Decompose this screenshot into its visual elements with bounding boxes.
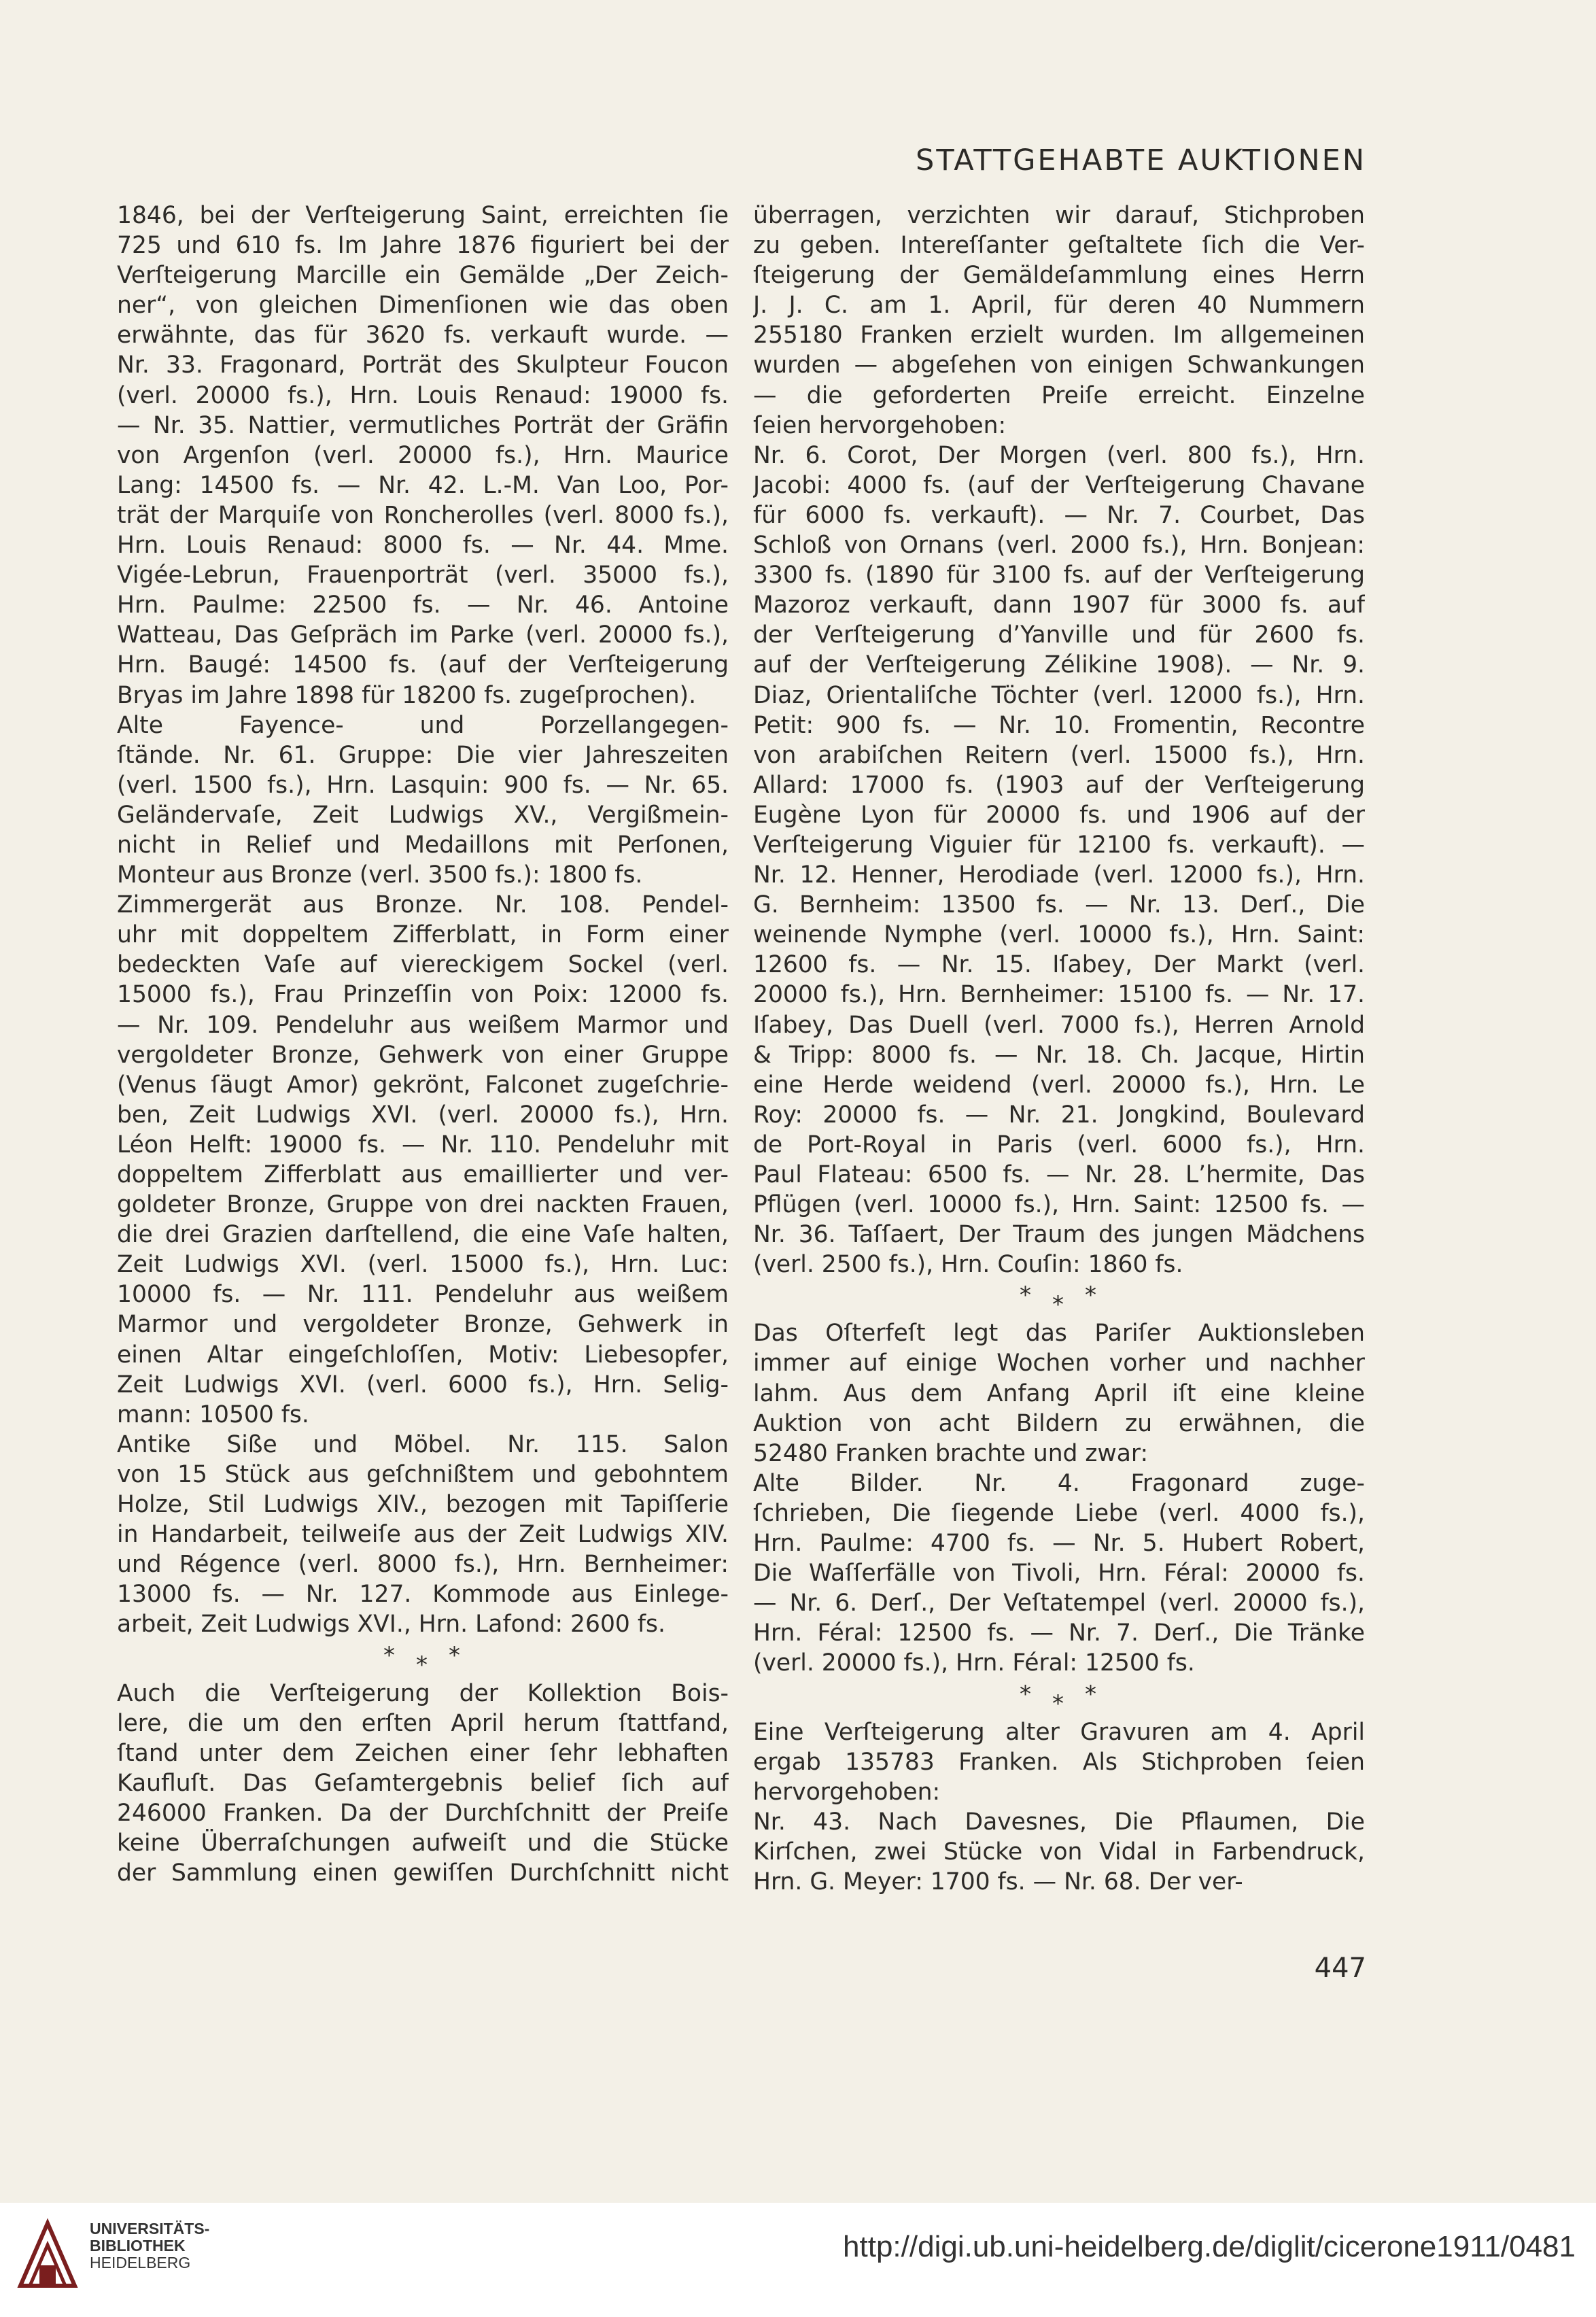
text-line: in Handarbeit, teilweiſe aus der Zeit Ludwigs XIV. bbox=[117, 1521, 729, 1549]
text-line: der Verſteigerung d’Yanville und für 2600 fs. bbox=[753, 621, 1365, 649]
text-line: ſchrieben, Die ſiegende Liebe (verl. 4000 fs.), bbox=[753, 1499, 1365, 1527]
text-line: und Régence (verl. 8000 fs.), Hrn. Bernheimer: bbox=[117, 1551, 729, 1579]
text-line: Nr. 33. Fragonard, Porträt des Skulpteur Foucon bbox=[117, 351, 729, 379]
text-line: J. J. C. am 1. April, für deren 40 Nummern bbox=[753, 292, 1365, 320]
text-line: 255180 Franken erzielt wurden. Im allgemeinen bbox=[753, 322, 1365, 349]
text-line: Diaz, Orientaliſche Töchter (verl. 12000 fs.), Hrn. bbox=[753, 681, 1365, 709]
library-logo-icon bbox=[15, 2218, 80, 2293]
text-line: (verl. 1500 fs.), Hrn. Lasquin: 900 fs. — Nr. 65. bbox=[117, 771, 729, 799]
text-line: lere, die um den erſten April herum ſtattfand, bbox=[117, 1709, 729, 1737]
text-line: Lang: 14500 fs. — Nr. 42. L.-M. Van Loo, Por- bbox=[117, 471, 729, 499]
page-number: 447 bbox=[1314, 1953, 1366, 1984]
source-url-link[interactable]: http://digi.ub.uni-heidelberg.de/diglit/cicerone1911/0481 bbox=[843, 2230, 1576, 2263]
text-line: ſteigerung der Gemäldeſammlung eines Herrn bbox=[753, 262, 1365, 290]
text-line: (Venus ſäugt Amor) gekrönt, Falconet zugeſchrie- bbox=[117, 1071, 729, 1099]
library-name-line3: HEIDELBERG bbox=[90, 2254, 191, 2271]
text-line: Auch die Verſteigerung der Kollektion Bois- bbox=[117, 1679, 729, 1707]
text-line: hervorgehoben: bbox=[753, 1778, 941, 1806]
text-line: ſeien hervorgehoben: bbox=[753, 411, 1007, 439]
text-line: Zimmergerät aus Bronze. Nr. 108. Pendel- bbox=[117, 891, 729, 919]
text-line: erwähnte, das für 3620 fs. verkauft wurde. — bbox=[117, 322, 729, 349]
text-line: ſtand unter dem Zeichen einer ſehr lebhaften bbox=[117, 1739, 729, 1767]
text-line: Kaufluſt. Das Geſamtergebnis belief ſich auf bbox=[117, 1769, 729, 1797]
left-column bbox=[117, 201, 729, 1888]
text-line: Geländervaſe, Zeit Ludwigs XV., Vergißmein- bbox=[117, 801, 729, 829]
text-line: Hrn. Louis Renaud: 8000 fs. — Nr. 44. Mme. bbox=[117, 532, 729, 560]
text-line: Allard: 17000 fs. (1903 auf der Verſteigerung bbox=[753, 771, 1365, 799]
text-line: arbeit, Zeit Ludwigs XVI., Hrn. Lafond: 2600 fs. bbox=[117, 1611, 665, 1638]
text-line: keine Überraſchungen aufweiſt und die Stücke bbox=[117, 1829, 729, 1857]
text-line: von 15 Stück aus geſchnißtem und gebohntem bbox=[117, 1460, 729, 1488]
text-line: für 6000 fs. verkauft). — Nr. 7. Courbet, Das bbox=[753, 501, 1365, 529]
text-line: eine Herde weidend (verl. 20000 fs.), Hrn. Le bbox=[753, 1071, 1365, 1099]
text-line: wurden — abgeſehen von einigen Schwankungen bbox=[753, 351, 1365, 379]
text-line: von Argenſon (verl. 20000 fs.), Hrn. Maurice bbox=[117, 441, 729, 469]
text-line: Nr. 36. Taſſaert, Der Traum des jungen Mädchens bbox=[753, 1221, 1365, 1249]
section-divider: * * * bbox=[1020, 1282, 1096, 1319]
text-line: — Nr. 109. Pendeluhr aus weißem Marmor und bbox=[117, 1011, 729, 1039]
text-line: Eine Verſteigerung alter Gravuren am 4. April bbox=[753, 1718, 1365, 1746]
running-header: STATTGEHABTE AUKTIONEN bbox=[916, 143, 1366, 177]
text-line: die drei Grazien darſtellend, die eine Vaſe halten, bbox=[117, 1221, 729, 1249]
text-line: — Nr. 6. Derſ., Der Veſtatempel (verl. 20000 fs.), bbox=[753, 1590, 1365, 1617]
text-line: Paul Flateau: 6500 fs. — Nr. 28. L’hermite, Das bbox=[753, 1161, 1365, 1188]
text-line: ergab 135783 Franken. Als Stichproben ſeien bbox=[753, 1748, 1365, 1776]
library-name-line2: BIBLIOTHEK bbox=[90, 2237, 186, 2254]
text-line: 13000 fs. — Nr. 127. Kommode aus Einlege- bbox=[117, 1581, 729, 1609]
library-name bbox=[90, 2220, 209, 2271]
text-line: 20000 fs.), Hrn. Bernheimer: 15100 fs. — Nr. 17. bbox=[753, 981, 1365, 1009]
text-line: 3300 fs. (1890 für 3100 fs. auf der Verſteigerung bbox=[753, 562, 1365, 589]
text-line: Léon Helft: 19000 fs. — Nr. 110. Pendeluhr mit bbox=[117, 1131, 729, 1158]
text-line: bedeckten Vaſe auf viereckigem Sockel (verl. bbox=[117, 951, 729, 979]
section-divider: * * * bbox=[383, 1641, 460, 1679]
text-line: Alte Fayence- und Porzellangegen- bbox=[117, 711, 729, 739]
text-line: Hrn. Paulme: 4700 fs. — Nr. 5. Hubert Robert, bbox=[753, 1530, 1365, 1558]
text-line: immer auf einige Wochen vorher und nachher bbox=[753, 1350, 1365, 1377]
text-line: mann: 10500 fs. bbox=[117, 1401, 309, 1428]
text-line: Pflügen (verl. 10000 fs.), Hrn. Saint: 12500 fs. — bbox=[753, 1191, 1365, 1219]
text-line: Nr. 12. Henner, Herodiade (verl. 12000 fs.), Hrn. bbox=[753, 861, 1365, 889]
text-line: ner“, von gleichen Dimenſionen wie das oben bbox=[117, 292, 729, 320]
text-line: Hrn. Féral: 12500 fs. — Nr. 7. Derſ., Die Tränke bbox=[753, 1619, 1365, 1647]
text-line: Auktion von acht Bildern zu erwähnen, die bbox=[753, 1409, 1365, 1437]
text-line: nicht in Relief und Medaillons mit Perſonen, bbox=[117, 831, 729, 859]
text-line: — die geforderten Preiſe erreicht. Einzelne bbox=[753, 381, 1365, 409]
text-line: Hrn. Paulme: 22500 fs. — Nr. 46. Antoine bbox=[117, 591, 729, 619]
text-line: weinende Nymphe (verl. 10000 fs.), Hrn. Saint: bbox=[753, 921, 1365, 949]
text-line: goldeter Bronze, Gruppe von drei nackten Frauen, bbox=[117, 1191, 729, 1219]
text-line: Alte Bilder. Nr. 4. Fragonard zuge- bbox=[753, 1469, 1365, 1497]
text-line: 12600 fs. — Nr. 15. Iſabey, Der Markt (verl. bbox=[753, 951, 1365, 979]
text-line: Jacobi: 4000 fs. (auf der Verſteigerung Chavane bbox=[753, 471, 1365, 499]
text-line: von arabiſchen Reitern (verl. 15000 fs.), Hrn. bbox=[753, 741, 1365, 769]
text-line: de Port-Royal in Paris (verl. 6000 fs.), Hrn. bbox=[753, 1131, 1365, 1158]
text-line: Petit: 900 fs. — Nr. 10. Fromentin, Recontre bbox=[753, 711, 1365, 739]
text-line: 725 und 610 fs. Im Jahre 1876 figuriert bei der bbox=[117, 232, 729, 260]
text-line: Vigée-Lebrun, Frauenporträt (verl. 35000 fs.), bbox=[117, 562, 729, 589]
text-line: der Sammlung einen gewiſſen Durchſchnitt nicht bbox=[117, 1859, 729, 1887]
text-line: Eugène Lyon für 20000 fs. und 1906 auf der bbox=[753, 801, 1365, 829]
text-line: Die Waſſerfälle von Tivoli, Hrn. Féral: 20000 fs. bbox=[753, 1560, 1365, 1587]
text-line: (verl. 20000 fs.), Hrn. Féral: 12500 fs. bbox=[753, 1649, 1195, 1677]
text-line: Antike Siße und Möbel. Nr. 115. Salon bbox=[117, 1430, 729, 1458]
text-line: (verl. 20000 fs.), Hrn. Louis Renaud: 19000 fs. bbox=[117, 381, 729, 409]
text-line: Nr. 43. Nach Davesnes, Die Pflaumen, Die bbox=[753, 1808, 1365, 1836]
text-line: 1846, bei der Verſteigerung Saint, erreichten ſie bbox=[117, 202, 729, 229]
text-line: Zeit Ludwigs XVI. (verl. 6000 fs.), Hrn. Selig- bbox=[117, 1371, 729, 1398]
text-line: Zeit Ludwigs XVI. (verl. 15000 fs.), Hrn. Luc: bbox=[117, 1251, 729, 1279]
text-line: Holze, Stil Ludwigs XIV., bezogen mit Tapiſſerie bbox=[117, 1491, 729, 1519]
text-line: zu geben. Intereſſanter geſtaltete ſich die Ver- bbox=[753, 232, 1365, 260]
right-column bbox=[753, 201, 1365, 1897]
text-line: vergoldeter Bronze, Gehwerk von einer Gruppe bbox=[117, 1041, 729, 1069]
text-line: auf der Verſteigerung Zélikine 1908). — Nr. 9. bbox=[753, 651, 1365, 679]
library-name-line1: UNIVERSITÄTS- bbox=[90, 2220, 210, 2237]
text-line: Iſabey, Das Duell (verl. 7000 fs.), Herren Arnold bbox=[753, 1011, 1365, 1039]
section-divider: * * * bbox=[1020, 1680, 1096, 1717]
text-line: 10000 fs. — Nr. 111. Pendeluhr aus weißem bbox=[117, 1281, 729, 1309]
text-line: Roy: 20000 fs. — Nr. 21. Jongkind, Boulevard bbox=[753, 1101, 1365, 1129]
footer-bar bbox=[0, 2203, 1596, 2317]
text-line: Nr. 6. Corot, Der Morgen (verl. 800 fs.), Hrn. bbox=[753, 441, 1365, 469]
text-line: Schloß von Ornans (verl. 2000 fs.), Hrn. Bonjean: bbox=[753, 532, 1365, 560]
text-line: Mazoroz verkauft, dann 1907 für 3000 fs. auf bbox=[753, 591, 1365, 619]
text-line: Marmor und vergoldeter Bronze, Gehwerk in bbox=[117, 1311, 729, 1339]
text-line: einen Altar eingeſchloſſen, Motiv: Liebesopfer, bbox=[117, 1341, 729, 1369]
text-line: — Nr. 35. Nattier, vermutliches Porträt der Gräfin bbox=[117, 411, 729, 439]
text-line: doppeltem Zifferblatt aus emaillierter und ver- bbox=[117, 1161, 729, 1188]
text-line: Verſteigerung Marcille ein Gemälde „Der Zeich- bbox=[117, 262, 729, 290]
text-line: Hrn. Baugé: 14500 fs. (auf der Verſteigerung bbox=[117, 651, 729, 679]
text-line: Monteur aus Bronze (verl. 3500 fs.): 1800 fs. bbox=[117, 861, 643, 889]
text-line: & Tripp: 8000 fs. — Nr. 18. Ch. Jacque, Hirtin bbox=[753, 1041, 1365, 1069]
text-line: ſtände. Nr. 61. Gruppe: Die vier Jahreszeiten bbox=[117, 741, 729, 769]
text-line: überragen, verzichten wir darauf, Stichproben bbox=[753, 202, 1365, 229]
text-line: uhr mit doppeltem Zifferblatt, in Form einer bbox=[117, 921, 729, 949]
text-line: G. Bernheim: 13500 fs. — Nr. 13. Derſ., Die bbox=[753, 891, 1365, 919]
text-line: lahm. Aus dem Anfang April iſt eine kleine bbox=[753, 1379, 1365, 1407]
text-line: (verl. 2500 fs.), Hrn. Couſin: 1860 fs. bbox=[753, 1251, 1183, 1279]
text-line: Hrn. G. Meyer: 1700 fs. — Nr. 68. Der ver- bbox=[753, 1868, 1243, 1895]
text-line: 246000 Franken. Da der Durchſchnitt der Preiſe bbox=[117, 1799, 729, 1827]
text-line: ben, Zeit Ludwigs XVI. (verl. 20000 fs.), Hrn. bbox=[117, 1101, 729, 1129]
text-line: Das Oſterfeſt legt das Pariſer Auktionsleben bbox=[753, 1320, 1365, 1348]
text-line: 15000 fs.), Frau Prinzeſſin von Poix: 12000 fs. bbox=[117, 981, 729, 1009]
text-line: 52480 Franken brachte und zwar: bbox=[753, 1439, 1149, 1467]
text-line: Bryas im Jahre 1898 für 18200 fs. zugeſprochen). bbox=[117, 681, 697, 709]
text-line: Verſteigerung Viguier für 12100 fs. verkauft). — bbox=[753, 831, 1365, 859]
text-line: Watteau, Das Geſpräch im Parke (verl. 20000 fs.), bbox=[117, 621, 729, 649]
text-line: Kirſchen, zwei Stücke von Vidal in Farbendruck, bbox=[753, 1838, 1365, 1866]
text-line: trät der Marquiſe von Roncherolles (verl. 8000 fs.), bbox=[117, 501, 729, 529]
